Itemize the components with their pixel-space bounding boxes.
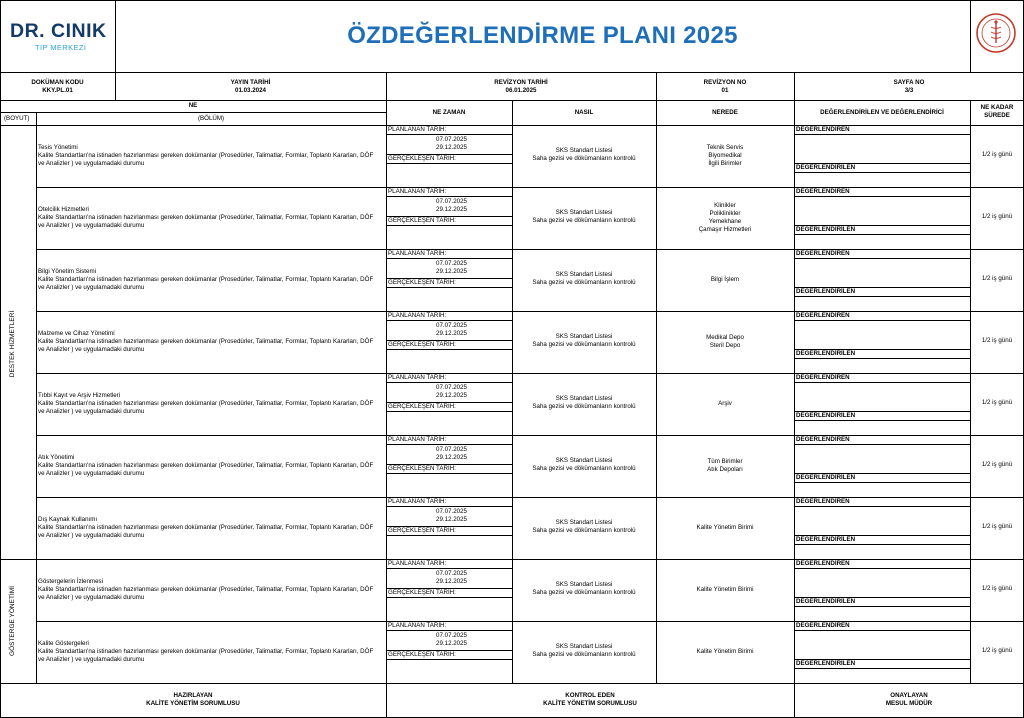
- topic-title: Malzeme ve Cihaz Yönetimi: [38, 329, 115, 337]
- location-cell: [656, 311, 794, 373]
- grid-line: [386, 349, 512, 350]
- grid-line: [794, 535, 970, 536]
- grid-line: [970, 0, 971, 72]
- evaluator-label: DEĞERLENDİREN: [796, 374, 850, 381]
- topic-description: Kalite Standartları'na istinaden hazırlanması gereken dokümanlar (Prosedürler, Talimatlar, Formlar, Toplantı Kararları, DÖF: [38, 461, 374, 469]
- topic-description: ve Analizler ) ve uygulamadaki durumu: [38, 160, 145, 168]
- topic-description: ve Analizler ) ve uygulamadaki durumu: [38, 532, 145, 540]
- grid-line: [794, 668, 970, 669]
- evaluator-label: DEĞERLENDİREN: [796, 560, 850, 567]
- method-checklist: SKS Standart Listesi: [555, 643, 613, 650]
- planned-start-date: 07.07.2025: [436, 136, 467, 143]
- duration: 1/2 iş günü: [981, 523, 1013, 530]
- location-item: Yemekhane: [708, 218, 742, 225]
- page-title: ÖZDEĞERLENDİRME PLANI 2025: [347, 22, 738, 49]
- topic-cell: [38, 497, 384, 559]
- evaluated-label: DEĞERLENDİRİLEN: [796, 288, 856, 295]
- grid-line: [36, 249, 1024, 250]
- grid-line: [794, 630, 970, 631]
- grid-line: [386, 134, 512, 135]
- rev-date: 06.01.2025: [505, 87, 537, 94]
- planned-date-label: PLANLANAN TARİH:: [388, 312, 447, 319]
- planned-date-label: PLANLANAN TARİH:: [388, 436, 447, 443]
- planned-end-date: 29.12.2025: [436, 330, 467, 337]
- topic-title: Tesis Yönetimi: [38, 143, 78, 151]
- grid-line: [386, 216, 512, 217]
- evaluated-label: DEĞERLENDİRİLEN: [796, 350, 856, 357]
- evaluated-label: DEĞERLENDİRİLEN: [796, 598, 856, 605]
- grid-line: [794, 163, 970, 164]
- topic-description: Kalite Standartları'na istinaden hazırlanması gereken dokümanlar (Prosedürler, Talimatlar, Formlar, Toplantı Kararları, DÖF: [38, 523, 374, 531]
- planned-end-date: 29.12.2025: [436, 578, 467, 585]
- topic-description: Kalite Standartları'na istinaden hazırlanması gereken dokümanlar (Prosedürler, Talimatlar, Formlar, Toplantı Kararları, DÖF: [38, 337, 374, 345]
- grid-line: [0, 0, 1, 718]
- location-cell: [656, 125, 794, 187]
- actual-date-label: GERÇEKLEŞEN TARİH:: [388, 341, 456, 348]
- method-inspection: Saha gezisi ve dökümanların kontrolü: [532, 651, 636, 658]
- topic-description: ve Analizler ) ve uygulamadaki durumu: [38, 222, 145, 230]
- checked-by-label: KONTROL EDEN: [565, 692, 615, 699]
- duration: 1/2 iş günü: [981, 461, 1013, 468]
- topic-description: ve Analizler ) ve uygulamadaki durumu: [38, 408, 145, 416]
- actual-date-label: GERÇEKLEŞEN TARİH:: [388, 403, 456, 410]
- grid-line: [386, 278, 512, 279]
- method-inspection: Saha gezisi ve dökümanların kontrolü: [532, 217, 636, 224]
- grid-line: [386, 287, 512, 288]
- grid-line: [36, 112, 37, 683]
- topic-description: Kalite Standartları'na istinaden hazırlanması gereken dokümanlar (Prosedürler, Talimatlar, Formlar, Toplantı Kararları, DÖF: [38, 213, 374, 221]
- grid-line: [794, 320, 970, 321]
- grid-line: [386, 506, 512, 507]
- planned-start-date: 07.07.2025: [436, 508, 467, 515]
- location-cell: [656, 621, 794, 683]
- ministry-of-health-seal-icon: [974, 10, 1018, 56]
- prepared-by-label: HAZIRLAYAN: [173, 692, 213, 699]
- grid-line: [0, 112, 386, 113]
- pub-date: 01.03.2024: [235, 87, 266, 94]
- method-inspection: Saha gezisi ve dökümanların kontrolü: [532, 527, 636, 534]
- prepared-by-role: KALİTE YÖNETİM SORUMLUSU: [146, 700, 240, 707]
- location-item: Poliklinikler: [709, 209, 741, 217]
- location-cell: [656, 373, 794, 435]
- duration: 1/2 iş günü: [981, 399, 1013, 406]
- grid-line: [386, 659, 512, 660]
- grid-line: [794, 172, 970, 173]
- topic-cell: [38, 125, 384, 187]
- actual-date-label: GERÇEKLEŞEN TARİH:: [388, 589, 456, 596]
- grid-line: [794, 382, 970, 383]
- logo-tagline: TIP MERKEZİ: [35, 43, 87, 52]
- location-item: Atık Depoları: [707, 466, 743, 473]
- col-ne-zaman: NE ZAMAN: [432, 109, 466, 116]
- topic-description: ve Analizler ) ve uygulamadaki durumu: [38, 594, 145, 602]
- topic-cell: [38, 187, 384, 249]
- evaluated-label: DEĞERLENDİRİLEN: [796, 226, 856, 233]
- col-degerlendirilen: DEĞERLENDİRİLEN VE DEĞERLENDİRİCİ: [820, 109, 944, 116]
- grid-line: [0, 559, 36, 560]
- col-nasil: NASIL: [574, 109, 594, 116]
- page-no-label: SAYFA NO: [893, 79, 925, 86]
- grid-line: [794, 287, 970, 288]
- grid-line: [794, 606, 970, 607]
- grid-line: [386, 650, 512, 651]
- planned-start-date: 07.07.2025: [436, 322, 467, 329]
- planned-end-date: 29.12.2025: [436, 640, 467, 647]
- grid-line: [36, 497, 1024, 498]
- section-destek-hizmetleri: DESTEK HİZMETLERİ: [9, 310, 16, 378]
- grid-line: [36, 373, 1024, 374]
- location-item: İlgili Birimler: [708, 160, 742, 168]
- planned-end-date: 29.12.2025: [436, 268, 467, 275]
- location-item: Medikal Depo: [706, 333, 744, 341]
- topic-description: Kalite Standartları'na istinaden hazırlanması gereken dokümanlar (Prosedürler, Talimatlar, Formlar, Toplantı Kararları, DÖF: [38, 585, 374, 593]
- topic-cell: [38, 311, 384, 373]
- location-cell: [656, 187, 794, 249]
- planned-end-date: 29.12.2025: [436, 454, 467, 461]
- grid-line: [794, 544, 970, 545]
- evaluator-label: DEĞERLENDİREN: [796, 436, 850, 443]
- location-item: Biyomedikal: [708, 151, 742, 159]
- evaluated-label: DEĞERLENDİRİLEN: [796, 536, 856, 543]
- evaluated-label: DEĞERLENDİRİLEN: [796, 412, 856, 419]
- evaluated-label: DEĞERLENDİRİLEN: [796, 474, 856, 481]
- location-item: Tüm Birimler: [707, 457, 743, 465]
- grid-line: [794, 420, 970, 421]
- grid-line: [36, 311, 1024, 312]
- rev-no: 01: [721, 87, 729, 94]
- topic-description: Kalite Standartları'na istinaden hazırlanması gereken dokümanlar (Prosedürler, Talimatlar, Formlar, Toplantı Kararları, DÖF: [38, 399, 374, 407]
- grid-line: [386, 597, 512, 598]
- topic-title: Kalite Göstergeleri: [38, 639, 89, 647]
- method-checklist: SKS Standart Listesi: [555, 581, 613, 588]
- planned-start-date: 07.07.2025: [436, 384, 467, 391]
- grid-line: [386, 382, 512, 383]
- grid-line: [794, 134, 970, 135]
- method-checklist: SKS Standart Listesi: [555, 271, 613, 278]
- grid-line: [386, 320, 512, 321]
- location-item: Kalite Yönetim Birimi: [696, 585, 754, 593]
- topic-title: Atık Yönetimi: [38, 453, 75, 461]
- duration: 1/2 iş günü: [981, 275, 1013, 282]
- evaluator-label: DEĞERLENDİREN: [796, 126, 850, 133]
- grid-line: [794, 358, 970, 359]
- grid-line: [386, 411, 512, 412]
- topic-title: Otelcilik Hizmetleri: [38, 205, 89, 213]
- grid-line: [794, 659, 970, 660]
- grid-line: [794, 482, 970, 483]
- method-inspection: Saha gezisi ve dökümanların kontrolü: [532, 155, 636, 162]
- topic-title: Dış Kaynak Kullanımı: [38, 515, 98, 523]
- rev-no-label: REVİZYON NO: [703, 79, 747, 86]
- grid-line: [36, 559, 1024, 560]
- col-bolum: (BÖLÜM): [197, 115, 225, 122]
- evaluated-label: DEĞERLENDİRİLEN: [796, 660, 856, 667]
- planned-end-date: 29.12.2025: [436, 206, 467, 213]
- planned-start-date: 07.07.2025: [436, 446, 467, 453]
- grid-line: [0, 72, 1024, 73]
- evaluated-label: DEĞERLENDİRİLEN: [796, 164, 856, 171]
- planned-start-date: 07.07.2025: [436, 260, 467, 267]
- page-no: 3/3: [904, 87, 914, 94]
- actual-date-label: GERÇEKLEŞEN TARİH:: [388, 651, 456, 658]
- location-item: Bilgi İşlem: [710, 275, 740, 283]
- planned-end-date: 29.12.2025: [436, 516, 467, 523]
- topic-description: Kalite Standartları'na istinaden hazırlanması gereken dokümanlar (Prosedürler, Talimatlar, Formlar, Toplantı Kararları, DÖF: [38, 275, 374, 283]
- doc-code: KKY.PL.01: [42, 87, 73, 94]
- planned-end-date: 29.12.2025: [436, 392, 467, 399]
- method-checklist: SKS Standart Listesi: [555, 209, 613, 216]
- grid-line: [794, 506, 970, 507]
- location-cell: [656, 249, 794, 311]
- method-checklist: SKS Standart Listesi: [555, 333, 613, 340]
- evaluator-label: DEĞERLENDİREN: [796, 188, 850, 195]
- grid-line: [794, 411, 970, 412]
- planned-start-date: 07.07.2025: [436, 198, 467, 205]
- planned-start-date: 07.07.2025: [436, 570, 467, 577]
- grid-line: [0, 125, 1024, 126]
- topic-cell: [38, 621, 384, 683]
- col-ne-kadar: NE KADAR: [980, 104, 1014, 111]
- grid-line: [386, 154, 512, 155]
- grid-line: [386, 630, 512, 631]
- location-item: Çamaşır Hizmetleri: [698, 226, 752, 234]
- planned-date-label: PLANLANAN TARİH:: [388, 188, 447, 195]
- col-ne: NE: [188, 102, 198, 109]
- duration: 1/2 iş günü: [981, 647, 1013, 654]
- col-surede: SÜREDE: [984, 112, 1010, 119]
- duration: 1/2 iş günü: [981, 337, 1013, 344]
- grid-line: [386, 402, 512, 403]
- actual-date-label: GERÇEKLEŞEN TARİH:: [388, 155, 456, 162]
- method-checklist: SKS Standart Listesi: [555, 519, 613, 526]
- grid-line: [794, 349, 970, 350]
- grid-line: [386, 473, 512, 474]
- method-inspection: Saha gezisi ve dökümanların kontrolü: [532, 465, 636, 472]
- grid-line: [794, 225, 970, 226]
- topic-description: ve Analizler ) ve uygulamadaki durumu: [38, 656, 145, 664]
- location-cell: [656, 497, 794, 559]
- grid-line: [36, 621, 1024, 622]
- topic-cell: [38, 373, 384, 435]
- grid-line: [386, 340, 512, 341]
- planned-date-label: PLANLANAN TARİH:: [388, 374, 447, 381]
- method-inspection: Saha gezisi ve dökümanların kontrolü: [532, 403, 636, 410]
- topic-description: ve Analizler ) ve uygulamadaki durumu: [38, 470, 145, 478]
- grid-line: [386, 526, 512, 527]
- method-inspection: Saha gezisi ve dökümanların kontrolü: [532, 341, 636, 348]
- planned-date-label: PLANLANAN TARİH:: [388, 498, 447, 505]
- grid-line: [386, 535, 512, 536]
- grid-line: [386, 464, 512, 465]
- grid-line: [386, 163, 512, 164]
- actual-date-label: GERÇEKLEŞEN TARİH:: [388, 527, 456, 534]
- planned-date-label: PLANLANAN TARİH:: [388, 622, 447, 629]
- location-cell: [656, 559, 794, 621]
- actual-date-label: GERÇEKLEŞEN TARİH:: [388, 465, 456, 472]
- planned-date-label: PLANLANAN TARİH:: [388, 250, 447, 257]
- location-item: Kalite Yönetim Birimi: [696, 647, 754, 655]
- actual-date-label: GERÇEKLEŞEN TARİH:: [388, 217, 456, 224]
- grid-line: [794, 258, 970, 259]
- grid-line: [386, 568, 512, 569]
- doc-code-label: DOKÜMAN KODU: [31, 79, 84, 86]
- evaluator-label: DEĞERLENDİREN: [796, 498, 850, 505]
- pub-date-label: YAYIN TARİHİ: [230, 79, 271, 86]
- method-checklist: SKS Standart Listesi: [555, 457, 613, 464]
- topic-description: ve Analizler ) ve uygulamadaki durumu: [38, 284, 145, 292]
- approved-by-label: ONAYLAYAN: [890, 692, 928, 699]
- topic-description: Kalite Standartları'na istinaden hazırlanması gereken dokümanlar (Prosedürler, Talimatlar, Formlar, Toplantı Kararları, DÖF: [38, 647, 374, 655]
- topic-cell: [38, 249, 384, 311]
- grid-line: [794, 444, 970, 445]
- section-gosterge-yonetimi: GÖSTERGE YÖNETİMİ: [9, 586, 16, 656]
- logo-name: DR. CINIK: [10, 20, 107, 42]
- duration: 1/2 iş günü: [981, 213, 1013, 220]
- grid-line: [0, 0, 1024, 1]
- method-inspection: Saha gezisi ve dökümanların kontrolü: [532, 279, 636, 286]
- topic-title: Tıbbi Kayıt ve Arşiv Hizmetleri: [38, 391, 121, 399]
- evaluator-label: DEĞERLENDİREN: [796, 250, 850, 257]
- duration: 1/2 iş günü: [981, 151, 1013, 158]
- evaluator-label: DEĞERLENDİREN: [796, 622, 850, 629]
- location-item: Klinikler: [714, 201, 736, 209]
- grid-line: [386, 225, 512, 226]
- topic-title: Bilgi Yönetim Sistemi: [38, 267, 97, 275]
- grid-line: [115, 0, 116, 100]
- grid-line: [794, 196, 970, 197]
- approved-by-role: MESUL MÜDÜR: [885, 700, 933, 707]
- evaluator-label: DEĞERLENDİREN: [796, 312, 850, 319]
- grid-line: [794, 597, 970, 598]
- grid-line: [0, 683, 1024, 684]
- planned-start-date: 07.07.2025: [436, 632, 467, 639]
- grid-line: [386, 258, 512, 259]
- topic-description: ve Analizler ) ve uygulamadaki durumu: [38, 346, 145, 354]
- planned-date-label: PLANLANAN TARİH:: [388, 560, 447, 567]
- grid-line: [36, 187, 1024, 188]
- topic-title: Göstergelerin İzlenmesi: [38, 577, 103, 585]
- duration: 1/2 iş günü: [981, 585, 1013, 592]
- method-checklist: SKS Standart Listesi: [555, 147, 613, 154]
- grid-line: [794, 568, 970, 569]
- rev-date-label: REVİZYON TARİHİ: [494, 79, 548, 86]
- location-item: Kalite Yönetim Birimi: [696, 523, 754, 531]
- topic-cell: [38, 435, 384, 497]
- location-item: Steril Depo: [709, 342, 741, 349]
- grid-line: [386, 196, 512, 197]
- location-cell: [656, 435, 794, 497]
- topic-cell: [38, 559, 384, 621]
- planned-end-date: 29.12.2025: [436, 144, 467, 151]
- grid-line: [794, 473, 970, 474]
- method-checklist: SKS Standart Listesi: [555, 395, 613, 402]
- location-item: Arşiv: [718, 399, 732, 407]
- col-boyut: (BOYUT): [4, 115, 30, 122]
- grid-line: [794, 296, 970, 297]
- grid-line: [794, 234, 970, 235]
- method-inspection: Saha gezisi ve dökümanların kontrolü: [532, 589, 636, 596]
- col-nerede: NEREDE: [712, 109, 738, 116]
- actual-date-label: GERÇEKLEŞEN TARİH:: [388, 279, 456, 286]
- topic-description: Kalite Standartları'na istinaden hazırlanması gereken dokümanlar (Prosedürler, Talimatlar, Formlar, Toplantı Kararları, DÖF: [38, 151, 374, 159]
- planned-date-label: PLANLANAN TARİH:: [388, 126, 447, 133]
- grid-line: [386, 588, 512, 589]
- checked-by-role: KALİTE YÖNETİM SORUMLUSU: [543, 700, 637, 707]
- grid-line: [386, 444, 512, 445]
- location-item: Teknik Servis: [706, 143, 744, 151]
- grid-line: [36, 435, 1024, 436]
